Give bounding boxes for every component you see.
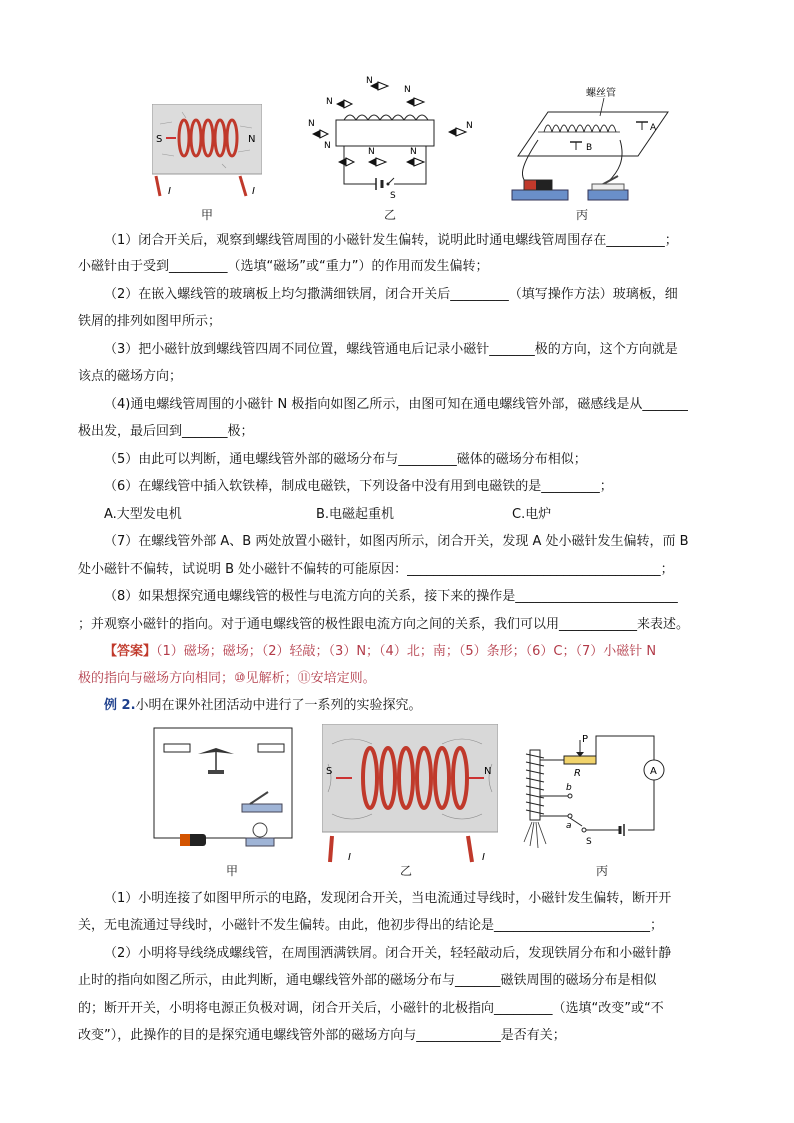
q2-line-3: （8）如果想探究通电螺线管的极性与电流方向的关系，接下来的操作是_________________________	[104, 589, 678, 604]
option-c: C.电炉	[512, 507, 552, 522]
bing2-r-label: R	[574, 768, 581, 779]
yi-n-label-8: N	[410, 147, 417, 157]
yi-switch-label: S	[390, 191, 396, 201]
jia-n-label: N	[248, 134, 256, 145]
bing2-a-label: a	[566, 821, 572, 831]
q1-line-6: 该点的磁场方向；	[78, 369, 183, 384]
example2-line	[104, 697, 422, 715]
figure2-yi-solenoid-photo	[322, 724, 498, 864]
q1-line-7: （4)通电螺线管周围的小磁针 N 极指向如图乙所示，由图可知在通电螺线管外部，磁感线是从_______	[104, 397, 688, 412]
answer-line-2: 极的指向与磁场方向相同；⑩见解析；⑪安培定则。	[78, 671, 376, 686]
example2-heading: 例 2.	[104, 698, 136, 713]
q1-line-1: （1）闭合开关后，观察到螺线管周围的小磁针发生偏转，说明此时通电螺线管周围存在_________；	[104, 233, 678, 248]
caption2-bing: 丙	[596, 864, 609, 878]
bing-title: 螺丝管	[586, 88, 616, 99]
figure2-jia-circuit	[150, 722, 300, 862]
bing-b-label: B	[586, 143, 593, 153]
yi-n-label-1: N	[366, 76, 373, 86]
bing2-b-label: b	[566, 783, 572, 793]
yi-n-label-6: N	[324, 141, 331, 151]
bing2-p-label: P	[582, 734, 589, 745]
q3-line-6: 改变”），此操作的目的是探究通电螺线管外部的磁场方向与_____________是否有关；	[78, 1028, 566, 1043]
jia-s-label: S	[156, 134, 163, 145]
yi2-s-label: S	[326, 766, 333, 777]
q2-line-2: 处小磁针不偏转，试说明 B 处小磁针不偏转的可能原因：_______________________________________；	[78, 562, 674, 577]
figure2-bing-electromagnet-circuit	[516, 730, 666, 860]
q3-line-5: 的；断开开关，小明将电源正负极对调，闭合开关后，小磁针的北极指向_________（选填“改变”或“不	[78, 1001, 664, 1016]
q1-line-10: （6）在螺线管中插入软铁棒，制成电磁铁，下列设备中没有用到电磁铁的是_________；	[104, 479, 613, 494]
yi-n-label-4: N	[308, 119, 315, 129]
yi-n-label-5: N	[466, 121, 473, 131]
q3-line-4: 止时的指向如图乙所示，由此判断，通电螺线管外部的磁场分布与_______磁铁周围的磁场分布是相似	[78, 973, 657, 988]
option-a: A.大型发电机	[104, 507, 182, 522]
caption-yi: 乙	[384, 208, 397, 222]
q1-line-9: （5）由此可以判断，通电螺线管外部的磁场分布与_________磁体的磁场分布相似；	[104, 452, 587, 467]
bing-a-label: A	[650, 123, 657, 133]
figure-yi-compass-diagram	[298, 74, 488, 202]
q1-line-3: （2）在嵌入螺线管的玻璃板上均匀撒满细铁屑，闭合开关后_________（填写操作方法）玻璃板，细	[104, 287, 678, 302]
yi-n-label-2: N	[326, 97, 333, 107]
caption2-yi: 乙	[400, 864, 413, 878]
caption-jia: 甲	[201, 208, 214, 222]
q3-line-3: （2）小明将导线绕成螺线管，在周围洒满铁屑。闭合开关，轻轻敲动后，发现铁屑分布和小磁针静	[104, 946, 672, 961]
example2-text: 小明在课外社团活动中进行了一系列的实验探究。	[135, 698, 422, 713]
caption2-jia: 甲	[226, 864, 239, 878]
q3-line-2: 关，无电流通过导线时，小磁针不发生偏转。由此，他初步得出的结论是________________________；	[78, 918, 664, 933]
jia-current-label-1: I	[168, 186, 171, 197]
answer-heading: 【答案】	[104, 644, 157, 659]
q1-line-2: 小磁针由于受到_________（选填“磁场”或“重力”）的作用而发生偏转；	[78, 259, 489, 274]
caption-bing: 丙	[576, 208, 589, 222]
option-b: B.电磁起重机	[316, 507, 395, 522]
yi-n-label-3: N	[404, 85, 411, 95]
yi2-n-label: N	[484, 766, 492, 777]
q1-line-5: （3）把小磁针放到螺线管四周不同位置，螺线管通电后记录小磁针_______极的方向，这个方向就是	[104, 342, 678, 357]
answer-line-1	[104, 643, 656, 661]
bing2-ammeter-label: A	[650, 766, 657, 777]
yi2-current-label-1: I	[348, 852, 351, 863]
q3-line-1: （1）小明连接了如图甲所示的电路，发现闭合开关，当电流通过导线时，小磁针发生偏转，断开开	[104, 891, 672, 906]
q1-line-8: 极出发，最后回到_______极；	[78, 424, 254, 439]
q2-line-1: （7）在螺线管外部 A、B 两处放置小磁针，如图丙所示，闭合开关，发现 A 处小磁针发生偏转，而 B	[104, 534, 689, 549]
yi2-current-label-2: I	[482, 852, 485, 863]
figure-jia-solenoid-photo	[152, 104, 262, 200]
figure-bing-glass-plate	[508, 80, 678, 210]
q2-line-4: ；并观察小磁针的指向。对于通电螺线管的极性跟电流方向之间的关系，我们可以用____________来表述。	[78, 617, 690, 632]
bing2-s-label: S	[586, 837, 592, 847]
jia-current-label-2: I	[252, 186, 255, 197]
answer-text-1: （1）磁场；磁场；（2）轻敲；（3）N；（4）北；南；（5）条形；（6）C；（7）小磁针 N	[156, 644, 657, 659]
yi-n-label-7: N	[368, 147, 375, 157]
q1-line-4: 铁屑的排列如图甲所示；	[78, 314, 222, 329]
